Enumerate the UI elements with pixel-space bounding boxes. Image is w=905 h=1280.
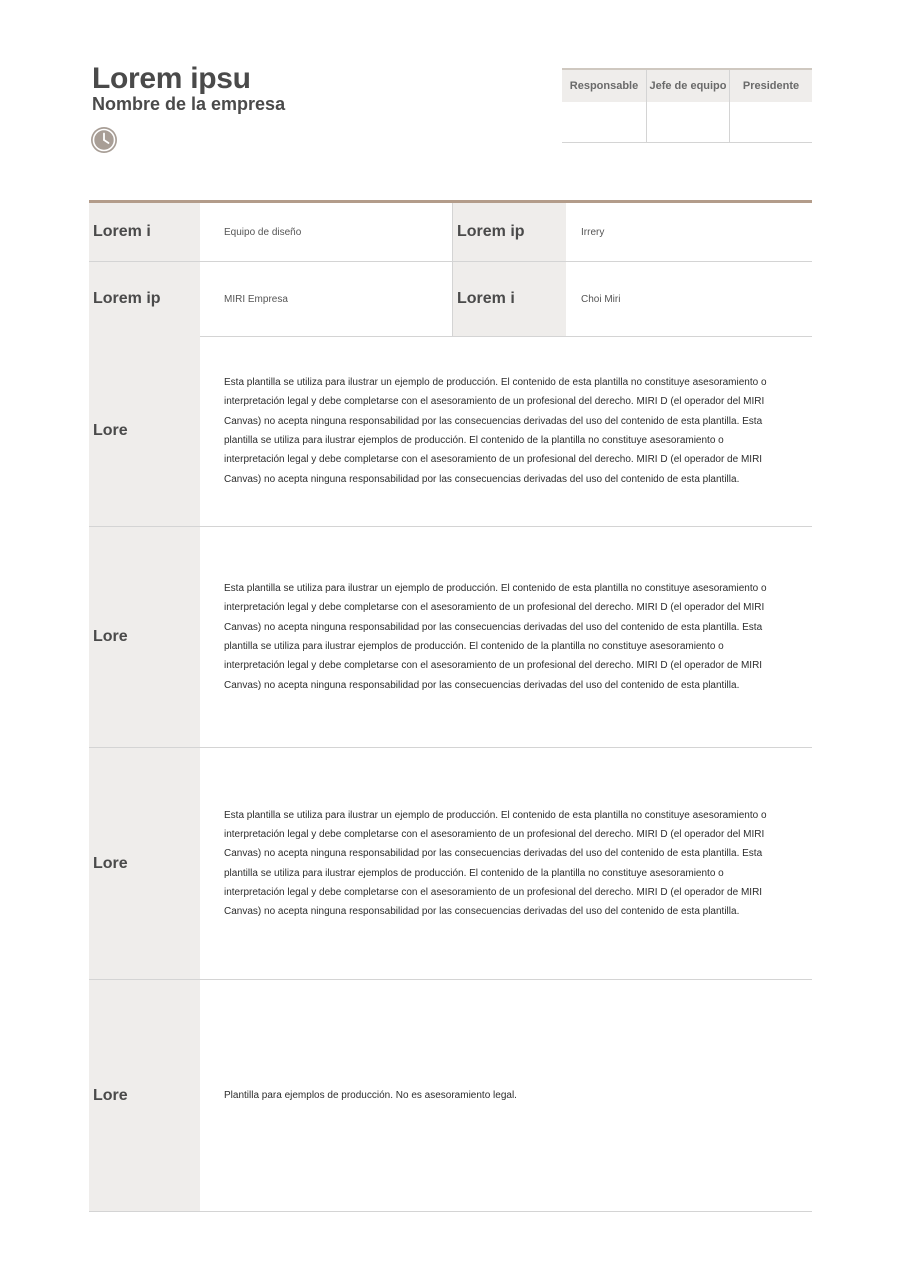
- info-value: MIRI Empresa: [200, 262, 453, 336]
- content-row: [89, 336, 812, 527]
- content-label: Lore: [89, 980, 200, 1211]
- page-title: Lorem ipsu: [92, 62, 251, 95]
- content-label: Lore: [89, 527, 200, 747]
- content-label: Lore: [89, 336, 200, 526]
- content-text: Esta plantilla se utiliza para ilustrar un ejemplo de producción. El contenido de esta plantilla no constituye asesoramiento o interpretación legal y debe completarse con el asesoramiento de un profesional del derecho. MIRI D (el operador del MIRI Canvas) no acepta ninguna responsabilidad por las consecuencias derivadas del uso del contenido de esta plantilla. Esta plantilla se utiliza para ilustrar ejemplos de producción. El contenido de la plantilla no constituye asesoramiento o interpretación legal y debe completarse con el asesoramiento de un profesional del derecho. MIRI D (el operador de MIRI Canvas) no acepta ninguna responsabilidad por las consecuencias derivadas del uso del contenido de esta plantilla.: [224, 583, 767, 691]
- content-row: [89, 748, 812, 980]
- content-text: Esta plantilla se utiliza para ilustrar un ejemplo de producción. El contenido de esta plantilla no constituye asesoramiento o interpretación legal y debe completarse con el asesoramiento de un profesional del derecho. MIRI D (el operador del MIRI Canvas) no acepta ninguna responsabilidad por las consecuencias derivadas del uso del contenido de esta plantilla. Esta plantilla se utiliza para ilustrar ejemplos de producción. El contenido de la plantilla no constituye asesoramiento o interpretación legal y debe completarse con el asesoramiento de un profesional del derecho. MIRI D (el operador de MIRI Canvas) no acepta ninguna responsabilidad por las consecuencias derivadas del uso del contenido de esta plantilla.: [224, 377, 767, 485]
- signature-cell-responsable[interactable]: [562, 102, 646, 142]
- content-text: Plantilla para ejemplos de producción. No es asesoramiento legal.: [224, 1089, 517, 1101]
- info-value: Choi Miri: [581, 293, 621, 305]
- company-name: Nombre de la empresa: [92, 94, 286, 114]
- approval-header-presidente: Presidente: [729, 70, 812, 102]
- info-table: [89, 200, 812, 337]
- info-row: [89, 203, 812, 262]
- info-row: [89, 262, 812, 337]
- approval-header-jefe: Jefe de equipo: [646, 70, 729, 102]
- approval-header-responsable: Responsable: [569, 80, 639, 92]
- content-text: Esta plantilla se utiliza para ilustrar un ejemplo de producción. El contenido de esta plantilla no constituye asesoramiento o interpretación legal y debe completarse con el asesoramiento de un profesional del derecho. MIRI D (el operador del MIRI Canvas) no acepta ninguna responsabilidad por las consecuencias derivadas del uso del contenido de esta plantilla. Esta plantilla se utiliza para ilustrar ejemplos de producción. El contenido de la plantilla no constituye asesoramiento o interpretación legal y debe completarse con el asesoramiento de un profesional del derecho. MIRI D (el operador de MIRI Canvas) no acepta ninguna responsabilidad por las consecuencias derivadas del uso del contenido de esta plantilla.: [224, 809, 767, 918]
- content-row: [89, 980, 812, 1212]
- clock-icon: [90, 126, 118, 154]
- approval-table: [562, 68, 812, 144]
- info-label: Lorem i: [453, 262, 566, 336]
- info-label: Lorem ip: [89, 262, 200, 336]
- info-label: Lorem i: [89, 203, 200, 261]
- info-label: Lorem ip: [453, 203, 566, 261]
- content-row: [89, 527, 812, 748]
- content-table: [89, 336, 812, 1212]
- content-label: Lore: [89, 748, 200, 979]
- approval-signature-row: [562, 102, 812, 143]
- signature-cell-jefe[interactable]: [646, 102, 729, 142]
- info-value: Irrery: [581, 226, 605, 238]
- info-value: Equipo de diseño: [200, 203, 453, 261]
- signature-cell-presidente[interactable]: [729, 102, 812, 142]
- approval-header-row: [562, 70, 812, 102]
